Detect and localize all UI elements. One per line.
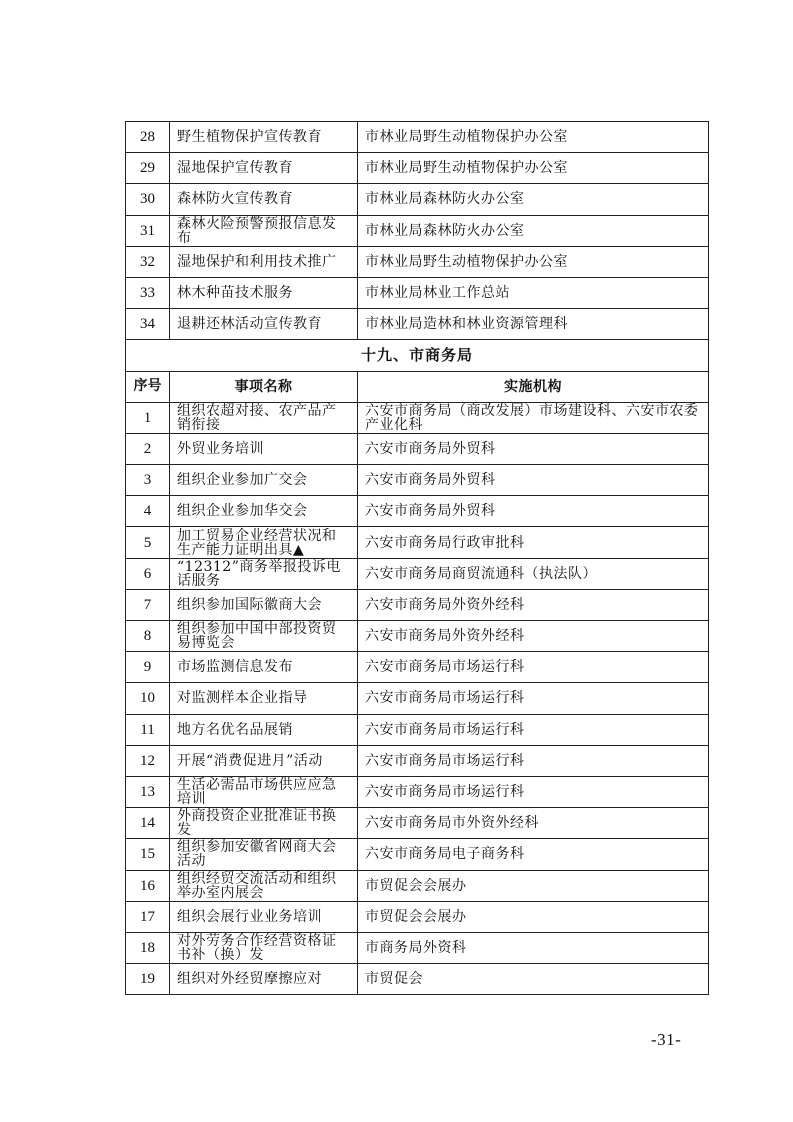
table-row: [126, 433, 709, 464]
item-name: 生活必需品市场供应应急培训: [170, 776, 358, 807]
header-agency: 实施机构: [358, 371, 709, 402]
row-number: 14: [126, 808, 170, 839]
commerce-section: [126, 340, 709, 402]
header-num: 序号: [126, 371, 170, 402]
row-number: 30: [126, 184, 170, 215]
row-number: 15: [126, 839, 170, 870]
agency-name: 市贸促会会展办: [358, 870, 709, 901]
item-name: 外商投资企业批准证书换发: [170, 808, 358, 839]
agency-name: 市贸促会会展办: [358, 901, 709, 932]
table-row: [126, 714, 709, 745]
agency-name: 六安市商务局外资外经科: [358, 621, 709, 652]
table-row: [126, 808, 709, 839]
row-number: 5: [126, 527, 170, 558]
row-number: 32: [126, 246, 170, 277]
table-row: [126, 309, 709, 340]
section-title-row: [126, 340, 709, 371]
agency-name: 市林业局野生动植物保护办公室: [358, 246, 709, 277]
agency-name: 市林业局林业工作总站: [358, 277, 709, 308]
item-name: 组织参加安徽省网商大会活动: [170, 839, 358, 870]
row-number: 9: [126, 652, 170, 683]
item-name: 对外劳务合作经营资格证书补（换）发: [170, 932, 358, 963]
agency-name: 市林业局森林防火办公室: [358, 215, 709, 246]
item-name: 林木种苗技术服务: [170, 277, 358, 308]
item-name: 组织参加国际徽商大会: [170, 589, 358, 620]
table-row: [126, 527, 709, 558]
agency-name: 市商务局外资科: [358, 932, 709, 963]
item-name: 地方名优名品展销: [170, 714, 358, 745]
item-name: 退耕还林活动宣传教育: [170, 309, 358, 340]
agency-name: 六安市商务局（商改发展）市场建设科、六安市农委产业化科: [358, 402, 709, 433]
agency-name: 市林业局野生动植物保护办公室: [358, 122, 709, 153]
item-name: 开展“消费促进月”活动: [170, 745, 358, 776]
item-name: 森林防火宣传教育: [170, 184, 358, 215]
header-name: 事项名称: [170, 371, 358, 402]
row-number: 6: [126, 558, 170, 589]
forestry-rows: [126, 122, 709, 340]
item-name: 市场监测信息发布: [170, 652, 358, 683]
row-number: 7: [126, 589, 170, 620]
services-table: [125, 121, 709, 995]
table-row: [126, 277, 709, 308]
table-row: [126, 776, 709, 807]
item-name: 组织企业参加华交会: [170, 496, 358, 527]
section-title: 十九、市商务局: [126, 340, 709, 371]
table-row: [126, 496, 709, 527]
item-name: 组织企业参加广交会: [170, 465, 358, 496]
table-row: [126, 621, 709, 652]
item-name: 组织农超对接、农产品产销衔接: [170, 402, 358, 433]
agency-name: 市林业局森林防火办公室: [358, 184, 709, 215]
item-name: 野生植物保护宣传教育: [170, 122, 358, 153]
table-row: [126, 839, 709, 870]
agency-name: 六安市商务局市场运行科: [358, 745, 709, 776]
row-number: 8: [126, 621, 170, 652]
row-number: 4: [126, 496, 170, 527]
table-row: [126, 745, 709, 776]
item-name: 外贸业务培训: [170, 433, 358, 464]
row-number: 3: [126, 465, 170, 496]
page-number: -31-: [651, 1030, 682, 1049]
agency-name: 六安市商务局市场运行科: [358, 652, 709, 683]
item-name: 湿地保护和利用技术推广: [170, 246, 358, 277]
agency-name: 六安市商务局商贸流通科（执法队）: [358, 558, 709, 589]
item-name: 加工贸易企业经营状况和生产能力证明出具▲: [170, 527, 358, 558]
header-row: [126, 371, 709, 402]
item-name: 组织对外经贸摩擦应对: [170, 964, 358, 995]
item-name: 湿地保护宣传教育: [170, 153, 358, 184]
table-row: [126, 964, 709, 995]
row-number: 1: [126, 402, 170, 433]
table-row: [126, 215, 709, 246]
table-row: [126, 901, 709, 932]
table-row: [126, 589, 709, 620]
agency-name: 六安市商务局市外资外经科: [358, 808, 709, 839]
item-name: 对监测样本企业指导: [170, 683, 358, 714]
agency-name: 市林业局野生动植物保护办公室: [358, 153, 709, 184]
agency-name: 六安市商务局外资外经科: [358, 589, 709, 620]
table-row: [126, 558, 709, 589]
row-number: 31: [126, 215, 170, 246]
item-name: 组织会展行业业务培训: [170, 901, 358, 932]
row-number: 33: [126, 277, 170, 308]
item-name: 组织经贸交流活动和组织举办室内展会: [170, 870, 358, 901]
row-number: 18: [126, 932, 170, 963]
table-row: [126, 465, 709, 496]
table-row: [126, 402, 709, 433]
commerce-rows: [126, 402, 709, 995]
item-name: 森林火险预警预报信息发布: [170, 215, 358, 246]
agency-name: 市贸促会: [358, 964, 709, 995]
agency-name: 六安市商务局外贸科: [358, 465, 709, 496]
item-name: 组织参加中国中部投资贸易博览会: [170, 621, 358, 652]
row-number: 28: [126, 122, 170, 153]
row-number: 29: [126, 153, 170, 184]
row-number: 34: [126, 309, 170, 340]
table-row: [126, 153, 709, 184]
table-row: [126, 652, 709, 683]
item-name: “12312”商务举报投诉电话服务: [170, 558, 358, 589]
row-number: 2: [126, 433, 170, 464]
agency-name: 六安市商务局电子商务科: [358, 839, 709, 870]
agency-name: 六安市商务局市场运行科: [358, 714, 709, 745]
row-number: 19: [126, 964, 170, 995]
row-number: 13: [126, 776, 170, 807]
agency-name: 市林业局造林和林业资源管理科: [358, 309, 709, 340]
table-row: [126, 184, 709, 215]
row-number: 17: [126, 901, 170, 932]
agency-name: 六安市商务局行政审批科: [358, 527, 709, 558]
table-row: [126, 683, 709, 714]
agency-name: 六安市商务局外贸科: [358, 433, 709, 464]
row-number: 12: [126, 745, 170, 776]
row-number: 11: [126, 714, 170, 745]
table-row: [126, 870, 709, 901]
table-row: [126, 246, 709, 277]
agency-name: 六安市商务局外贸科: [358, 496, 709, 527]
table-row: [126, 122, 709, 153]
table-row: [126, 932, 709, 963]
row-number: 10: [126, 683, 170, 714]
agency-name: 六安市商务局市场运行科: [358, 683, 709, 714]
agency-name: 六安市商务局市场运行科: [358, 776, 709, 807]
row-number: 16: [126, 870, 170, 901]
